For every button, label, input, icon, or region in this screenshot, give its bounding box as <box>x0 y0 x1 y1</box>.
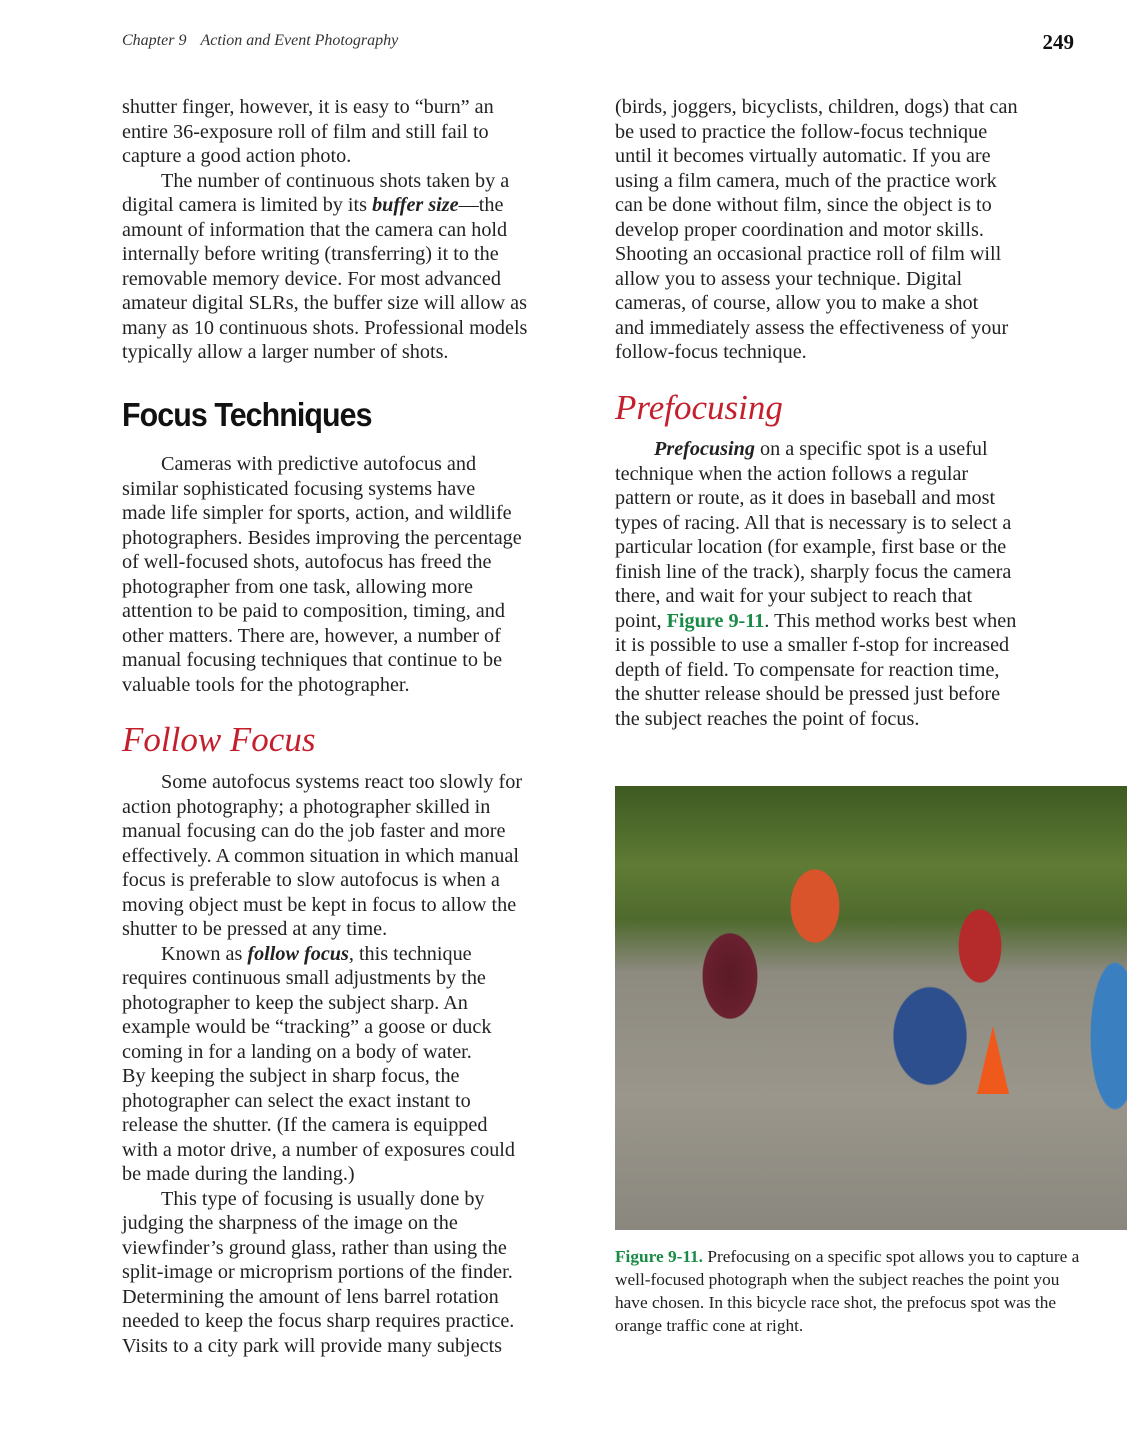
text-line <box>615 584 1085 609</box>
text-line <box>615 169 1085 194</box>
text-run: By keeping the subject in sharp focus, the <box>122 1065 460 1087</box>
body-text-left-2 <box>122 452 592 697</box>
text-line <box>122 169 592 194</box>
text-line <box>615 609 1085 634</box>
text-line <box>615 267 1085 292</box>
text-line <box>122 340 592 365</box>
text-line <box>122 624 592 649</box>
text-line <box>615 120 1085 145</box>
text-run: effectively. A common situation in which manual <box>122 844 519 867</box>
text-line <box>122 819 592 844</box>
text-line <box>122 316 592 341</box>
text-line <box>122 599 592 624</box>
text-run: . This method works best when <box>764 609 1017 632</box>
body-text-right-2 <box>615 437 1085 731</box>
text-line <box>122 120 592 145</box>
text-run: be used to practice the follow-focus technique <box>615 120 988 143</box>
running-header <box>122 32 398 50</box>
text-line <box>122 1040 592 1065</box>
text-line <box>122 242 592 267</box>
text-run: until it becomes virtually automatic. If you are <box>615 145 991 167</box>
text-run: made life simpler for sports, action, and wildlife <box>122 502 512 524</box>
text-line <box>122 1334 592 1359</box>
text-run: split-image or microprism portions of the finder. <box>122 1261 513 1283</box>
text-run: technique when the action follows a regular <box>615 462 969 485</box>
text-run: digital camera is limited by its <box>122 194 373 216</box>
text-line <box>615 144 1085 169</box>
text-run: moving object must be kept in focus to allow the <box>122 893 517 916</box>
text-run: internally before writing (transferring) it to the <box>122 243 499 265</box>
text-line <box>122 1113 592 1138</box>
text-run: manual focusing techniques that continue to be <box>122 649 503 671</box>
chapter-number: Chapter 9 <box>122 32 187 49</box>
text-run: the subject reaches the point of focus. <box>615 707 920 730</box>
text-run: particular location (for example, first base or the <box>615 536 1007 558</box>
text-line <box>122 575 592 600</box>
text-run: —the <box>458 194 504 216</box>
text-run: shutter to be pressed at any time. <box>122 918 388 940</box>
text-line <box>122 1162 592 1187</box>
chapter-title: Action and Event Photography <box>200 32 399 49</box>
text-run: the shutter release should be pressed just before <box>615 683 1001 705</box>
text-line <box>615 486 1085 511</box>
subheading-prefocusing: Prefocusing <box>615 388 783 427</box>
text-run: on a specific spot is a useful <box>754 438 988 460</box>
text-line <box>122 477 592 502</box>
text-line <box>615 95 1085 120</box>
text-line <box>615 193 1085 218</box>
text-run: of well-focused shots, autofocus has freed the <box>122 551 492 573</box>
emphasized-term: follow focus <box>247 942 349 965</box>
body-text-right-1 <box>615 95 1085 365</box>
figure-label: Figure 9-11. <box>615 1247 704 1266</box>
text-line <box>122 218 592 243</box>
text-run: other matters. There are, however, a number of <box>122 624 501 647</box>
text-run: depth of field. To compensate for reaction time, <box>615 658 1000 681</box>
text-run: photographer from one task, allowing more <box>122 575 473 598</box>
text-run: capture a good action photo. <box>122 145 352 167</box>
text-run: Cameras with predictive autofocus and <box>161 453 477 475</box>
text-run: cameras, of course, allow you to make a shot <box>615 292 979 314</box>
text-run: be made during the landing.) <box>122 1163 355 1185</box>
traffic-cone <box>977 1026 1009 1094</box>
body-text-left-3 <box>122 770 592 1358</box>
figure-photo-bicycle-race <box>615 786 1127 1230</box>
text-line <box>122 501 592 526</box>
text-line <box>122 1089 592 1114</box>
text-run: entire 36-exposure roll of film and still fail to <box>122 120 489 143</box>
text-line <box>122 966 592 991</box>
text-run: it is possible to use a smaller f-stop for increased <box>615 634 1010 656</box>
text-run: typically allow a larger number of shots. <box>122 341 449 363</box>
text-run: and immediately assess the effectiveness of your <box>615 316 1009 339</box>
text-line <box>122 942 592 967</box>
text-run: The number of continuous shots taken by a <box>161 169 510 192</box>
text-run: allow you to assess your technique. Digital <box>615 267 963 290</box>
text-line <box>122 1138 592 1163</box>
text-run: requires continuous small adjustments by the <box>122 967 486 989</box>
text-run: Shooting an occasional practice roll of film will <box>615 243 1002 265</box>
figure-reference-link[interactable]: Figure 9-11 <box>666 609 765 632</box>
text-line <box>122 95 592 120</box>
text-line <box>122 291 592 316</box>
text-run: release the shutter. (If the camera is equipped <box>122 1114 488 1136</box>
text-run: similar sophisticated focusing systems have <box>122 477 476 500</box>
emphasized-term: buffer size <box>372 194 459 216</box>
text-run: Visits to a city park will provide many subjects <box>122 1334 503 1357</box>
text-line <box>122 1064 592 1089</box>
text-run: valuable tools for the photographer. <box>122 673 410 696</box>
text-run: many as 10 continuous shots. Professional models <box>122 316 528 339</box>
emphasized-term: Prefocusing <box>654 438 755 460</box>
text-line <box>615 291 1085 316</box>
text-line <box>615 658 1085 683</box>
text-line <box>122 452 592 477</box>
text-line <box>615 340 1085 365</box>
page-number: 249 <box>1042 30 1074 54</box>
text-line <box>615 242 1085 267</box>
text-line <box>122 770 592 795</box>
text-run: photographers. Besides improving the percentage <box>122 526 522 549</box>
text-line <box>122 193 592 218</box>
text-line <box>122 526 592 551</box>
subheading-follow-focus: Follow Focus <box>122 720 316 759</box>
text-line <box>615 511 1085 536</box>
body-text-left-1 <box>122 95 592 365</box>
text-run: amount of information that the camera can hold <box>122 218 508 241</box>
text-line <box>122 1260 592 1285</box>
text-run: photographer can select the exact instant to <box>122 1089 471 1112</box>
text-run: judging the sharpness of the image on the <box>122 1212 458 1234</box>
text-line <box>122 844 592 869</box>
text-run: attention to be paid to composition, timing, and <box>122 600 505 622</box>
text-run: amateur digital SLRs, the buffer size will allow as <box>122 292 527 314</box>
text-line <box>615 462 1085 487</box>
text-run: with a motor drive, a number of exposures could <box>122 1138 515 1161</box>
text-line <box>122 1236 592 1261</box>
text-run: removable memory device. For most advanced <box>122 267 501 290</box>
text-run: shutter finger, however, it is easy to “burn” an <box>122 96 494 118</box>
text-run: types of racing. All that is necessary is to select a <box>615 511 1012 534</box>
text-run: Some autofocus systems react too slowly for <box>161 771 523 793</box>
text-line <box>122 868 592 893</box>
text-run: follow-focus technique. <box>615 341 807 363</box>
text-line <box>615 437 1085 462</box>
text-line <box>122 991 592 1016</box>
text-run: photographer to keep the subject sharp. An <box>122 991 468 1014</box>
text-line <box>122 795 592 820</box>
text-line <box>122 1187 592 1212</box>
figure-caption <box>615 1245 1085 1337</box>
text-line <box>122 267 592 292</box>
text-run: there, and wait for your subject to reach that <box>615 585 973 607</box>
text-line <box>615 707 1085 732</box>
figure-caption-text: Prefocusing on a specific spot allows you to capture a well-focused photograph when the subject reaches the point you have chosen. In this bicycle race shot, the prefocus spot was the orange traffic cone at right. <box>615 1247 1080 1335</box>
text-line <box>122 893 592 918</box>
text-line <box>615 316 1085 341</box>
section-heading-focus-techniques: Focus Techniques <box>122 396 372 433</box>
text-run: needed to keep the focus sharp requires practice. <box>122 1310 515 1332</box>
text-run: develop proper coordination and motor skills. <box>615 218 984 241</box>
text-run: can be done without film, since the object is to <box>615 194 992 216</box>
text-line <box>122 1309 592 1334</box>
text-line <box>122 144 592 169</box>
text-run: (birds, joggers, bicyclists, children, dogs) that can <box>615 96 1018 118</box>
text-run: manual focusing can do the job faster and more <box>122 820 506 842</box>
text-line <box>122 1285 592 1310</box>
text-run: This type of focusing is usually done by <box>161 1187 485 1210</box>
text-run: Known as <box>161 942 248 965</box>
text-run: Determining the amount of lens barrel rotation <box>122 1285 499 1308</box>
text-run: example would be “tracking” a goose or duck <box>122 1016 492 1038</box>
text-run: , this technique <box>348 942 472 965</box>
text-run: action photography; a photographer skilled in <box>122 795 491 818</box>
text-run: finish line of the track), sharply focus the camera <box>615 560 1012 583</box>
text-line <box>615 535 1085 560</box>
text-line <box>615 560 1085 585</box>
text-line <box>122 550 592 575</box>
text-line <box>122 648 592 673</box>
text-run: point, <box>615 609 667 632</box>
text-line <box>122 1211 592 1236</box>
text-run: coming in for a landing on a body of water. <box>122 1040 472 1063</box>
text-line <box>615 633 1085 658</box>
text-line <box>122 673 592 698</box>
text-line <box>615 218 1085 243</box>
text-line <box>615 682 1085 707</box>
text-run: pattern or route, as it does in baseball and most <box>615 487 996 509</box>
text-run: viewfinder’s ground glass, rather than using the <box>122 1236 507 1259</box>
text-run: using a film camera, much of the practice work <box>615 169 997 192</box>
text-line <box>122 1015 592 1040</box>
text-run: focus is preferable to slow autofocus is when a <box>122 869 500 891</box>
text-line <box>122 917 592 942</box>
